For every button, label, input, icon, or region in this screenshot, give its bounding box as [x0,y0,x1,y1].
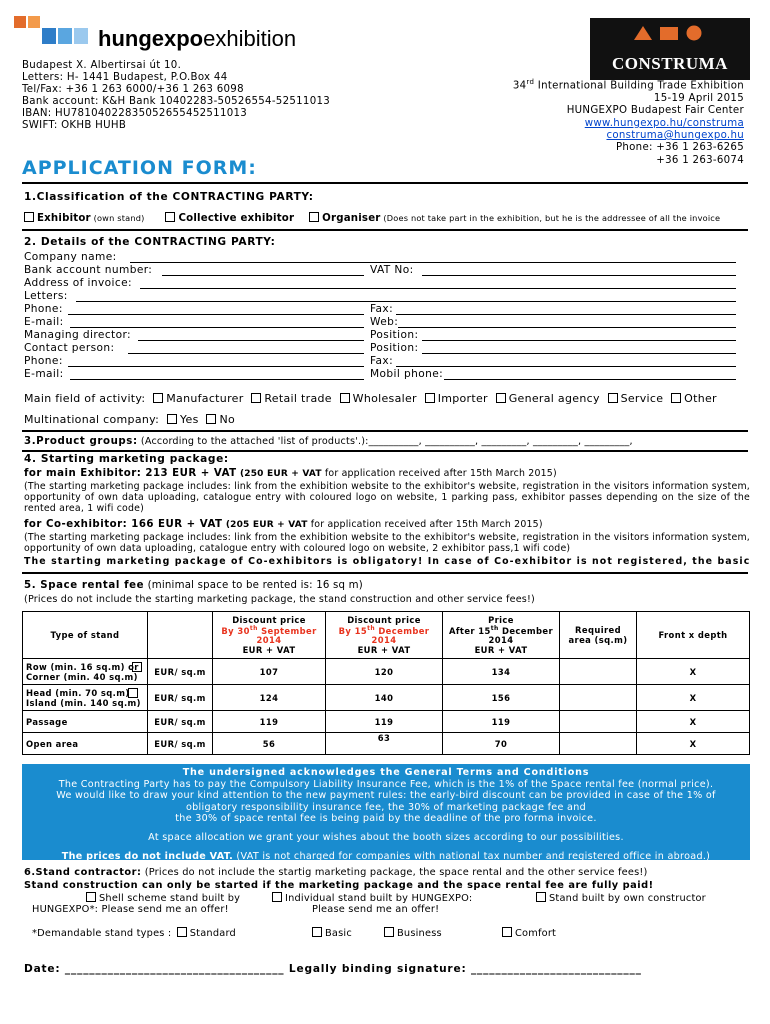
demandable-stand-types: *Demandable stand types : Standard [32,928,236,939]
front-depth-cell[interactable]: X [637,733,750,755]
web-label: Web: [370,316,399,328]
contact-person-label: Contact person: [24,342,115,354]
phone-label: Phone: [24,303,63,315]
price-cell: 124 [213,685,326,711]
address-line: SWIFT: OKHB HUHB [22,120,127,132]
address-line: Bank account: K&H Bank 10402283-50526554-52511013 [22,96,331,108]
collective-exhibitor-checkbox[interactable] [165,212,175,222]
own-constructor-checkbox[interactable] [536,892,546,902]
main-exhibitor-description: (The starting marketing package includes: link from the exhibition website to the exhibitor's website, registration in the visitors information system, opportunity of own data uploading, catalogue entry with coloured logo on website, 1 parking pass, exhibitor passes depending on the size of the rented area, 1 wifi code) [24,481,750,515]
multinational-row: Multinational company: Yes No [24,413,235,426]
main-exhibitor-price: for main Exhibitor: 213 EUR + VAT (250 EUR + VAT for application received after 15th March 2015) [24,468,557,479]
stand-type-cell: Head (min. 70 sq.m) Island (min. 140 sq.m) [23,685,148,711]
own-constructor-option: Stand built by own constructor [536,892,706,904]
price-cell: 119 [326,711,443,733]
email-label: E-mail: [24,316,64,328]
contact-position-field[interactable] [422,353,736,354]
price-cell: 120 [326,659,443,685]
basic-checkbox[interactable] [312,927,322,937]
terms-line: We would like to draw your kind attention to the new payment rules: the early-bird discount can be provided in case of the 1% of [56,790,716,802]
contact-fax-label: Fax: [370,355,394,367]
space-rental-table [22,611,750,755]
address-line: Budapest X. Albertirsai út 10. [22,60,182,71]
manufacturer-checkbox[interactable] [153,393,163,403]
stand-type-cell: Row (min. 16 sq.m) or Corner (min. 40 sq.m) [23,659,148,685]
divider [22,450,748,452]
table-row [23,685,750,711]
section-1-heading: 1.Classification of the CONTRACTING PARTY: [24,191,314,203]
hungexpo-logo [14,16,314,52]
stand-type-cell: Passage [23,711,148,733]
front-depth-cell[interactable]: X [637,685,750,711]
col-type-of-stand: Type of stand [23,612,148,659]
logo-square [58,28,72,44]
business-option: Business [384,927,442,939]
contact-phone-label: Phone: [24,355,63,367]
required-area-input[interactable] [560,685,637,711]
table-header-row [23,612,750,659]
product-groups-row: 3.Product groups: (According to the attached 'list of products'.):__________, __________, _________, _________, _________, [24,436,633,447]
individual-stand-checkbox[interactable] [272,892,282,902]
contact-position-label: Position: [370,342,419,354]
individual-stand-option: Individual stand built by HUNGEXPO: [272,892,472,904]
co-exhibitor-description: (The starting marketing package includes: link from the exhibition website to the exhibitor's website, registration in the visitors information system, opportunity of own data uploading, catalogue entry with coloured logo on website, 2 exhibitor pass,1 wifi code) [24,532,750,555]
address-line: Tel/Fax: +36 1 263 6000/+36 1 263 6098 [22,84,244,96]
col-unit [148,612,213,659]
bank-account-label: Bank account number: [24,264,153,276]
unit-cell: EUR/ sq.m [148,711,213,733]
bank-account-field[interactable] [162,275,364,276]
letters-label: Letters: [24,290,68,302]
fax-field[interactable] [396,314,736,315]
contact-email-field[interactable] [70,379,364,380]
phone-field[interactable] [68,314,364,315]
wholesaler-checkbox[interactable] [340,393,350,403]
table-row [23,711,750,733]
event-dates: 15-19 April 2015 [653,92,744,104]
logo-square [14,16,26,28]
comfort-option: Comfort [502,927,556,939]
company-name-field[interactable] [130,262,736,263]
table-row [23,733,750,755]
required-area-input[interactable] [560,711,637,733]
table-row [23,659,750,685]
stand-contractor-heading: 6.Stand contractor: (Prices do not include the startig marketing package, the space rental and the other service fees!) [24,867,648,878]
vat-field[interactable] [422,275,736,276]
terms-heading: The undersigned acknowledges the General Terms and Conditions [182,767,590,778]
event-phone: +36 1 263-6074 [656,154,744,166]
section-2-heading: 2. Details of the CONTRACTING PARTY: [24,236,276,248]
terms-line: obligatory responsibility insurance fee, the 30% of marketing package fee and [185,801,587,813]
col-price-after-dec: Price After 15th December 2014 EUR + VAT [443,612,560,659]
shell-scheme-checkbox[interactable] [86,892,96,902]
contact-fax-field[interactable] [396,366,736,367]
row-corner-checkbox[interactable] [132,662,142,672]
price-cell: 134 [443,659,560,685]
front-depth-cell[interactable]: X [637,711,750,733]
contact-email-label: E-mail: [24,368,64,380]
director-position-field[interactable] [422,340,736,341]
invoice-address-label: Address of invoice: [24,277,132,289]
col-required-area: Required area (sq.m) [560,612,637,659]
price-cell: 119 [213,711,326,733]
signature-row [24,963,642,975]
divider [22,572,748,574]
col-discount-sep: Discount price By 30th September 2014 EUR + VAT [213,612,326,659]
unit-cell: EUR/ sq.m [148,659,213,685]
terms-acknowledgement-box [22,764,750,860]
event-title: 34rd International Building Trade Exhibition [512,78,744,92]
business-checkbox[interactable] [384,927,394,937]
form-title: APPLICATION FORM: [22,157,257,179]
event-email-link[interactable]: construma@hungexpo.hu [606,130,744,142]
terms-line: At space allocation we grant your wishes about the booth sizes according to our possibilities. [148,831,624,843]
organiser-checkbox[interactable] [309,212,319,222]
comfort-checkbox[interactable] [502,927,512,937]
legal-signature-field[interactable]: Legally binding signature: ____________________________ [288,963,642,975]
managing-director-field[interactable] [138,340,364,341]
construma-logo [590,18,750,80]
construma-wordmark: CONSTRUMA [612,54,728,73]
price-cell: 56 [213,733,326,755]
price-cell: 63 [326,733,443,755]
invoice-address-field[interactable] [140,288,736,289]
standard-checkbox[interactable] [177,927,187,937]
other-checkbox[interactable] [671,393,681,403]
divider [22,229,748,231]
divider [22,430,748,432]
logo-square [74,28,88,44]
price-cell: 107 [213,659,326,685]
exhibitor-checkbox[interactable] [24,212,34,222]
retail-trade-checkbox[interactable] [251,393,261,403]
terms-line: the 30% of space rental fee is being paid by the deadline of the pro forma invoice. [175,813,597,825]
section-4-heading: 4. Starting marketing package: [24,453,229,465]
letters-field[interactable] [76,301,736,302]
divider [22,182,748,184]
activity-row: Main field of activity: Manufacturer Retail trade Wholesaler Importer General agency Service Other [24,392,717,405]
co-exhibitor-note: The starting marketing package of Co-exhibitors is obligatory! In case of Co-exhibitor is not registered, the basic [24,556,750,567]
price-cell: 156 [443,685,560,711]
logo-wordmark: hungexpoexhibition [98,26,297,51]
date-field[interactable]: Date: ____________________________________ [24,963,285,975]
head-island-checkbox[interactable] [128,688,138,698]
space-rental-heading: 5. Space rental fee (minimal space to be rented is: 16 sq m) [24,580,363,591]
web-field[interactable] [398,327,736,328]
mobil-phone-label: Mobil phone: [370,368,444,380]
event-venue: HUNGEXPO Budapest Fair Center [566,105,744,117]
vat-note: The prices do not include VAT. (VAT is not charged for companies with national tax number and registered office in abroad.) [61,850,711,862]
terms-line: The Contracting Party has to pay the Compulsory Liability Insurance Fee, which is the 1% of the Space rental fee (normal price). [58,778,714,790]
contact-person-field[interactable] [128,353,364,354]
stand-type-cell: Open area [23,733,148,755]
director-position-label: Position: [370,329,419,341]
price-cell: 119 [443,711,560,733]
required-area-input[interactable] [560,733,637,755]
event-info [513,76,744,167]
event-phone: Phone: +36 1 263-6265 [615,142,744,154]
construma-logo-shapes [590,24,750,42]
general-agency-checkbox[interactable] [496,393,506,403]
logo-square [42,28,56,44]
col-discount-dec: Discount price By 15th December 2014 EUR + VAT [326,612,443,659]
individual-stand-option-line2: Please send me an offer! [312,904,440,915]
fax-label: Fax: [370,303,394,315]
space-rental-note: (Prices do not include the starting marketing package, the stand construction and other service fees!) [24,594,535,605]
classification-options: Exhibitor (own stand) Collective exhibitor Organiser (Does not take part in the exhibition, but he is the addressee of all the invoice [24,212,720,224]
importer-checkbox[interactable] [425,393,435,403]
multinational-no-checkbox[interactable] [206,414,216,424]
managing-director-label: Managing director: [24,329,132,341]
unit-cell: EUR/ sq.m [148,685,213,711]
event-website-link[interactable]: www.hungexpo.hu/construma [584,117,744,129]
front-depth-cell[interactable]: X [637,659,750,685]
multinational-yes-checkbox[interactable] [167,414,177,424]
unit-cell: EUR/ sq.m [148,733,213,755]
shell-scheme-option: Shell scheme stand built by [86,892,240,904]
shell-scheme-option-line2: HUNGEXPO*: Please send me an offer! [32,904,229,915]
co-exhibitor-price: for Co-exhibitor: 166 EUR + VAT (205 EUR + VAT for application received after 15th March 2015) [24,519,543,530]
company-name-label: Company name: [24,251,117,263]
vat-label: VAT No: [370,264,414,276]
col-front-depth: Front x depth [637,612,750,659]
service-checkbox[interactable] [608,393,618,403]
price-cell: 140 [326,685,443,711]
email-field[interactable] [70,327,364,328]
required-area-input[interactable] [560,659,637,685]
address-line: Letters: H- 1441 Budapest, P.O.Box 44 [22,72,228,84]
company-address [22,60,330,133]
address-line: IBAN: HU78104022835052655452511013 [22,108,248,120]
basic-option: Basic [312,927,352,939]
logo-square [28,16,40,28]
stand-construction-warning: Stand construction can only be started if the marketing package and the space rental fee are fully paid! [24,880,654,891]
contact-phone-field[interactable] [68,366,364,367]
price-cell: 70 [443,733,560,755]
mobil-phone-field[interactable] [444,379,736,380]
